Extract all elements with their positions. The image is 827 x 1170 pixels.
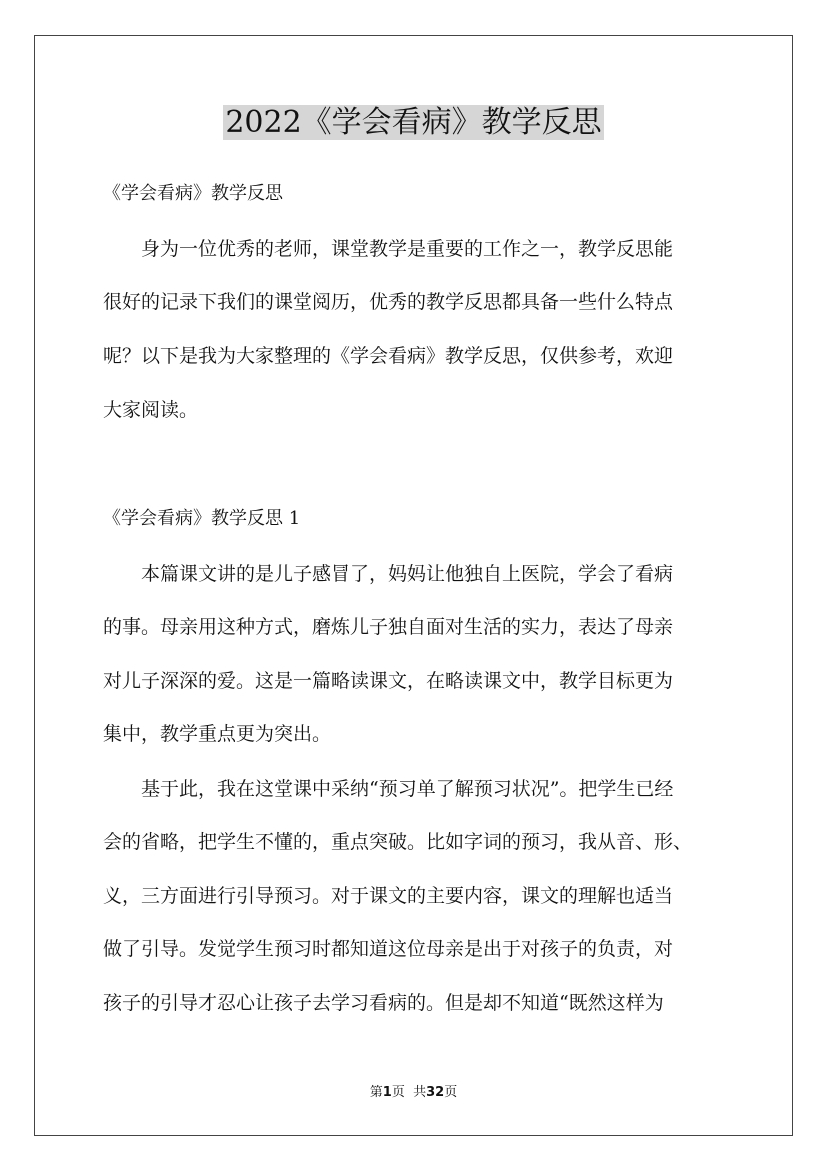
paragraph-1-line: 集中，教学重点更为突出。 <box>103 723 332 745</box>
paragraph-2-line: 会的省略，把学生不懂的，重点突破。比如字词的预习，我从音、形、 <box>103 831 693 853</box>
page-footer <box>0 1085 827 1101</box>
footer-total-prefix: 共 <box>413 1085 427 1100</box>
paragraph-2-line: 孩子的引导才忍心让孩子去学习看病的。但是却不知道“既然这样为 <box>103 992 664 1014</box>
section-1-heading: 《学会看病》教学反思 1 <box>103 508 301 529</box>
footer-total-suffix: 页 <box>444 1085 458 1100</box>
intro-line: 呢？以下是我为大家整理的《学会看病》教学反思，仅供参考，欢迎 <box>103 345 674 367</box>
paragraph-2-line: 做了引导。发觉学生预习时都知道这位母亲是出于对孩子的负责，对 <box>103 938 674 960</box>
intro-line: 很好的记录下我们的课堂阅历，优秀的教学反思都具备一些什么特点 <box>103 291 674 313</box>
paragraph-1-line: 对儿子深深的爱。这是一篇略读课文，在略读课文中，教学目标更为 <box>103 670 674 692</box>
intro-line: 身为一位优秀的老师，课堂教学是重要的工作之一，教学反思能 <box>141 238 674 260</box>
intro-heading: 《学会看病》教学反思 <box>103 183 283 204</box>
footer-page-suffix: 页 <box>391 1085 405 1100</box>
paragraph-2-line: 基于此，我在这堂课中采纳“预习单了解预习状况”。把学生已经 <box>141 778 674 800</box>
paragraph-1-line: 的事。母亲用这种方式，磨炼儿子独自面对生活的实力，表达了母亲 <box>103 616 674 638</box>
paragraph-1-line: 本篇课文讲的是儿子感冒了，妈妈让他独自上医院，学会了看病 <box>141 563 674 585</box>
paragraph-2-line: 义，三方面进行引导预习。对于课文的主要内容，课文的理解也适当 <box>103 885 674 907</box>
footer-total-pages: 32 <box>426 1085 445 1100</box>
intro-line: 大家阅读。 <box>103 399 199 421</box>
footer-page-number: 1 <box>382 1085 392 1100</box>
document-title <box>0 104 827 142</box>
footer-page-prefix: 第 <box>369 1085 383 1100</box>
document-title-text: 2022《学会看病》教学反思 <box>225 105 602 140</box>
